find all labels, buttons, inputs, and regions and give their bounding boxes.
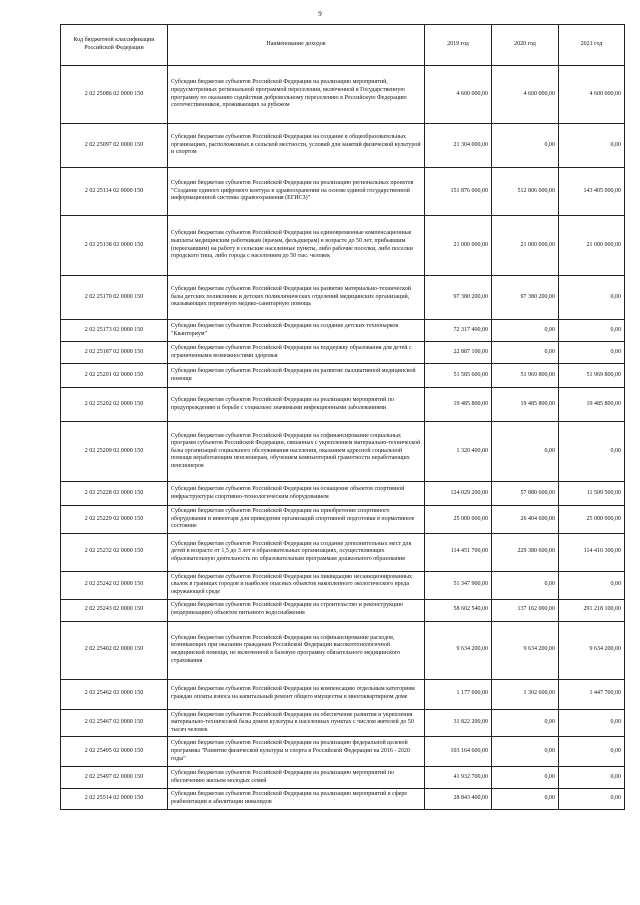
table-row [61, 364, 625, 388]
row-value-2019: 19 485 800,00 [425, 388, 492, 422]
row-value-2019: 114 451 700,00 [425, 533, 492, 571]
row-value-2021: 0,00 [559, 737, 625, 767]
table-row [61, 506, 625, 534]
row-value-2020: 0,00 [492, 767, 559, 789]
table-row [61, 320, 625, 342]
row-name: Субсидии бюджетам субъектов Российской Федерации на развитие материально-технической базы детских поликлиник и детских поликлинических отделений медицинских организаций, оказывающих первичную медико-санитарную помощь [168, 276, 425, 320]
row-value-2021: 0,00 [559, 320, 625, 342]
row-value-2019: 4 600 000,00 [425, 66, 492, 124]
row-code: 2 02 25467 02 0000 150 [61, 709, 168, 737]
row-value-2020: 21 000 000,00 [492, 216, 559, 276]
row-code: 2 02 25232 02 0000 150 [61, 533, 168, 571]
row-value-2020: 97 380 200,00 [492, 276, 559, 320]
row-value-2019: 25 000 000,00 [425, 506, 492, 534]
header-2020: 2020 год [492, 25, 559, 66]
table-row [61, 533, 625, 571]
row-code: 2 02 25173 02 0000 150 [61, 320, 168, 342]
row-code: 2 02 25187 02 0000 150 [61, 342, 168, 364]
row-value-2021: 0,00 [559, 422, 625, 482]
row-value-2019: 72 317 400,00 [425, 320, 492, 342]
header-2019: 2019 год [425, 25, 492, 66]
row-name: Субсидии бюджетам субъектов Российской Федерации на реализацию региональных проектов "Создание единого цифрового контура в здравоохранении на основе единой государственной информационной системы здравоохранения (ЕГИСЗ)" [168, 168, 425, 216]
row-value-2020: 0,00 [492, 124, 559, 168]
row-code: 2 02 25497 02 0000 150 [61, 767, 168, 789]
row-value-2021: 25 000 000,00 [559, 506, 625, 534]
table-row [61, 679, 625, 709]
row-code: 2 02 25201 02 0000 150 [61, 364, 168, 388]
row-value-2020: 51 969 800,00 [492, 364, 559, 388]
row-value-2021: 291 218 100,00 [559, 599, 625, 621]
row-value-2021: 0,00 [559, 276, 625, 320]
row-value-2021: 0,00 [559, 571, 625, 599]
row-value-2019: 1 320 400,00 [425, 422, 492, 482]
row-value-2021: 9 634 200,00 [559, 621, 625, 679]
row-name: Субсидии бюджетам субъектов Российской Федерации на софинансирование расходов, возникающих при оказании гражданам Российской Федерации высокотехнологичной медицинской помощи, не включенной в базовую программу обязательного медицинского страхования [168, 621, 425, 679]
row-name: Субсидии бюджетам субъектов Российской Федерации на реализацию мероприятий по предупреждению и борьбе с социально значимыми инфекционными заболеваниями [168, 388, 425, 422]
row-name: Субсидии бюджетам субъектов Российской Федерации на обеспечение развития и укрепления материально-технической базы домов культуры в населенных пунктах с числом жителей до 50 тысяч человек [168, 709, 425, 737]
row-value-2020: 512 806 000,00 [492, 168, 559, 216]
row-code: 2 02 25402 02 0000 150 [61, 621, 168, 679]
row-value-2020: 0,00 [492, 571, 559, 599]
row-value-2020: 1 302 600,00 [492, 679, 559, 709]
row-name: Субсидии бюджетам субъектов Российской Федерации на оснащение объектов спортивной инфраструктуры спортивно-технологическим оборудованием [168, 482, 425, 506]
row-value-2021: 21 000 000,00 [559, 216, 625, 276]
row-value-2019: 22 887 100,00 [425, 342, 492, 364]
table-row [61, 124, 625, 168]
row-code: 2 02 25209 02 0000 150 [61, 422, 168, 482]
row-value-2019: 51 585 600,00 [425, 364, 492, 388]
row-value-2020: 4 600 000,00 [492, 66, 559, 124]
row-value-2021: 1 447 700,00 [559, 679, 625, 709]
row-value-2021: 0,00 [559, 709, 625, 737]
row-code: 2 02 25086 02 0000 150 [61, 66, 168, 124]
row-name: Субсидии бюджетам субъектов Российской Федерации на приобретение спортивного оборудования и инвентаря для приведения организаций спортивной подготовки в нормативное состояние [168, 506, 425, 534]
revenue-table [60, 24, 625, 810]
row-value-2019: 124 029 200,00 [425, 482, 492, 506]
row-value-2021: 19 485 800,00 [559, 388, 625, 422]
table-row [61, 388, 625, 422]
row-name: Субсидии бюджетам субъектов Российской Федерации на поддержку образования для детей с ограниченными возможностями здоровья [168, 342, 425, 364]
row-value-2020: 0,00 [492, 342, 559, 364]
row-value-2019: 9 634 200,00 [425, 621, 492, 679]
row-name: Субсидии бюджетам субъектов Российской Федерации на единовременные компенсационные выплаты медицинским работникам (врачам, фельдшерам) в возрасте до 50 лет, прибывшим (переехавшим) на работу в сельские населенные пункты, либо рабочие поселки, либо поселки городского типа, либо города с населением до 50 тыс. человек [168, 216, 425, 276]
row-name: Субсидии бюджетам субъектов Российской Федерации на развитие паллиативной медицинской помощи [168, 364, 425, 388]
row-name: Субсидии бюджетам субъектов Российской Федерации на создание в общеобразовательных организациях, расположенных в сельской местности, условий для занятий физической культурой и спортом [168, 124, 425, 168]
row-name: Субсидии бюджетам субъектов Российской Федерации на создание дополнительных мест для детей в возрасте от 1,5 до 3 лет в образовательных организациях, осуществляющих образовательную деятельность по образовательным программам дошкольного образования [168, 533, 425, 571]
table-row [61, 168, 625, 216]
row-value-2019: 51 347 900,00 [425, 571, 492, 599]
row-value-2019: 58 602 540,00 [425, 599, 492, 621]
table-row [61, 482, 625, 506]
row-code: 2 02 25229 02 0000 150 [61, 506, 168, 534]
row-value-2021: 114 410 300,00 [559, 533, 625, 571]
row-value-2021: 0,00 [559, 124, 625, 168]
row-value-2021: 143 405 000,00 [559, 168, 625, 216]
row-name: Субсидии бюджетам субъектов Российской Федерации на реализацию федеральной целевой программы "Развитие физической культуры и спорта в Российской Федерации на 2016 - 2020 годы" [168, 737, 425, 767]
table-row [61, 599, 625, 621]
row-value-2019: 151 876 000,00 [425, 168, 492, 216]
row-value-2019: 21 304 000,00 [425, 124, 492, 168]
table-row [61, 66, 625, 124]
row-name: Субсидии бюджетам субъектов Российской Федерации на компенсацию отдельным категориям граждан оплаты взноса на капитальный ремонт общего имущества в многоквартирном доме [168, 679, 425, 709]
row-name: Субсидии бюджетам субъектов Российской Федерации на реализацию мероприятий по обеспечению жильем молодых семей [168, 767, 425, 789]
row-name: Субсидии бюджетам субъектов Российской Федерации на реализацию мероприятий, предусмотренных региональной программой переселения, включенной в Государственную программу по оказанию содействия добровольному переселению в Российскую Федерацию соотечественников, проживающих за рубежом [168, 66, 425, 124]
table-header-row [61, 25, 625, 66]
row-value-2019: 28 843 400,00 [425, 789, 492, 809]
header-2021: 2021 год [559, 25, 625, 66]
row-code: 2 02 25097 02 0000 150 [61, 124, 168, 168]
row-value-2019: 103 164 600,00 [425, 737, 492, 767]
row-value-2020: 0,00 [492, 320, 559, 342]
row-code: 2 02 25462 02 0000 150 [61, 679, 168, 709]
row-code: 2 02 25514 02 0000 150 [61, 789, 168, 809]
row-value-2019: 41 932 700,00 [425, 767, 492, 789]
row-code: 2 02 25243 02 0000 150 [61, 599, 168, 621]
row-value-2019: 21 000 000,00 [425, 216, 492, 276]
row-value-2020: 0,00 [492, 422, 559, 482]
table-row [61, 276, 625, 320]
row-value-2020: 19 485 800,00 [492, 388, 559, 422]
row-code: 2 02 25202 02 0000 150 [61, 388, 168, 422]
row-value-2021: 0,00 [559, 789, 625, 809]
row-value-2021: 11 509 500,00 [559, 482, 625, 506]
row-value-2020: 0,00 [492, 709, 559, 737]
row-code: 2 02 25495 02 0000 150 [61, 737, 168, 767]
row-value-2021: 51 969 800,00 [559, 364, 625, 388]
table-row [61, 571, 625, 599]
page-number: 9 [318, 10, 322, 18]
row-name: Субсидии бюджетам субъектов Российской Федерации на софинансирование социальных программ субъектов Российской Федерации, связанных с укреплением материально-технической базы организаций социального обслуживания населения, оказанием адресной социальной помощи неработающим пенсионерам, обучением компьютерной грамотности неработающих пенсионеров [168, 422, 425, 482]
row-value-2020: 137 162 000,00 [492, 599, 559, 621]
table-row [61, 342, 625, 364]
row-name: Субсидии бюджетам субъектов Российской Федерации на ликвидацию несанкционированных свалок в границах городов и наиболее опасных объектов накопленного экологического вреда окружающей среде [168, 571, 425, 599]
table-row [61, 767, 625, 789]
row-value-2020: 229 380 600,00 [492, 533, 559, 571]
header-name: Наименование доходов [168, 25, 425, 66]
row-value-2021: 0,00 [559, 767, 625, 789]
row-value-2021: 0,00 [559, 342, 625, 364]
row-value-2021: 4 600 000,00 [559, 66, 625, 124]
table-row [61, 789, 625, 809]
row-code: 2 02 25228 02 0000 150 [61, 482, 168, 506]
row-code: 2 02 25138 02 0000 150 [61, 216, 168, 276]
row-code: 2 02 25114 02 0000 150 [61, 168, 168, 216]
header-code: Код бюджетной классификации Российской Федерации [61, 25, 168, 66]
table-row [61, 422, 625, 482]
row-name: Субсидии бюджетам субъектов Российской Федерации на создание детских технопарков "Кванториум" [168, 320, 425, 342]
row-name: Субсидии бюджетам субъектов Российской Федерации на строительство и реконструкцию (модернизацию) объектов питьевого водоснабжения [168, 599, 425, 621]
row-value-2019: 1 177 600,00 [425, 679, 492, 709]
row-value-2019: 97 380 200,00 [425, 276, 492, 320]
row-value-2020: 9 634 200,00 [492, 621, 559, 679]
row-code: 2 02 25242 02 0000 150 [61, 571, 168, 599]
row-value-2020: 26 404 600,00 [492, 506, 559, 534]
row-value-2020: 0,00 [492, 737, 559, 767]
table-row [61, 216, 625, 276]
table-row [61, 737, 625, 767]
table-row [61, 621, 625, 679]
row-name: Субсидии бюджетам субъектов Российской Федерации на реализацию мероприятий в сфере реабилитации и абилитации инвалидов [168, 789, 425, 809]
row-code: 2 02 25170 02 0000 150 [61, 276, 168, 320]
table-row [61, 709, 625, 737]
row-value-2020: 57 880 600,00 [492, 482, 559, 506]
row-value-2019: 31 822 200,00 [425, 709, 492, 737]
row-value-2020: 0,00 [492, 789, 559, 809]
